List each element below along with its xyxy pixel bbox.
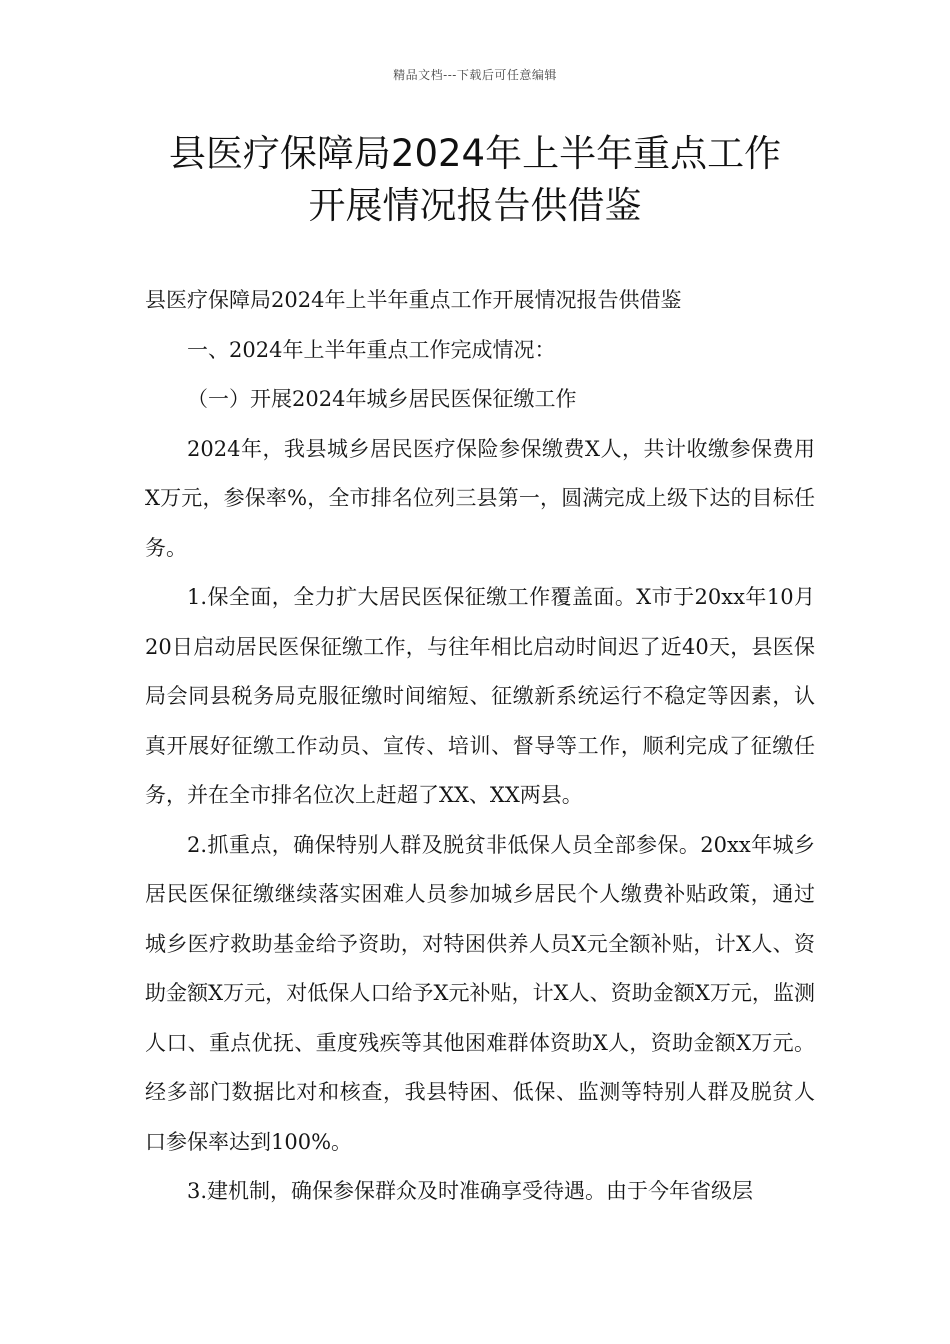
header-note: 精品文档---下载后可任意编辑: [393, 68, 557, 82]
body-paragraph: 3.建机制，确保参保群众及时准确享受待遇。由于今年省级层: [187, 1179, 754, 1203]
section-heading: 一、2024年上半年重点工作完成情况：: [187, 337, 556, 362]
subsection-heading: （一）开展2024年城乡居民医保征缴工作: [187, 387, 577, 411]
body-paragraph: 1.保全面，全力扩大居民医保征缴工作覆盖面。X市于20xx年10月20日启动居民医保征缴工作，与往年相比启动时间迟了近40天，县医保局会同县税务局克服征缴时间缩短、征缴新系统运行不稳定等因素，认真开展好征缴工作动员、宣传、培训、督导等工作，顺利完成了征缴任务，并在全市排名位次上赶超了XX、XX两县。: [145, 585, 815, 807]
title-line-2: 开展情况报告供借鉴: [308, 184, 642, 227]
intro-paragraph: 县医疗保障局2024年上半年重点工作开展情况报告供借鉴: [145, 288, 682, 312]
title-line-1: 县医疗保障局2024年上半年重点工作: [168, 132, 782, 175]
document-title: [95, 128, 855, 232]
document-body: [145, 276, 815, 1217]
body-paragraph: 2024年，我县城乡居民医疗保险参保缴费X人，共计收缴参保费用X万元，参保率%，全市排名位列三县第一，圆满完成上级下达的目标任务。: [145, 436, 815, 560]
body-paragraph: 2.抓重点，确保特别人群及脱贫非低保人员全部参保。20xx年城乡居民医保征缴继续落实困难人员参加城乡居民个人缴费补贴政策，通过城乡医疗救助基金给予资助，对特困供养人员X元全额补贴，计X人、资助金额X万元，对低保人口给予X元补贴，计X人、资助金额X万元，监测人口、重点优抚、重度残疾等其他困难群体资助X人，资助金额X万元。经多部门数据比对和核查，我县特困、低保、监测等特别人群及脱贫人口参保率达到100%。: [145, 832, 815, 1154]
